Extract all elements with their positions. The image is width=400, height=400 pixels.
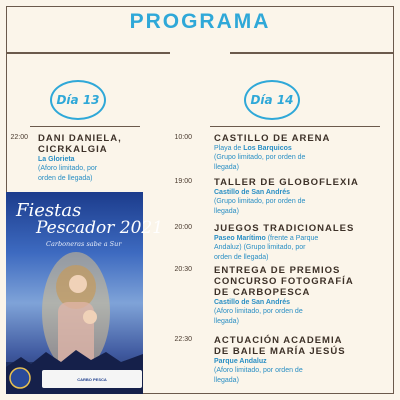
- event-name: DANI DANIELA,: [38, 133, 122, 144]
- event-note: (Aforo limitado, por orden de: [214, 367, 303, 374]
- page-title: PROGRAMA: [129, 10, 271, 33]
- title-rule-left: [6, 52, 170, 54]
- poster-subtitle: Carboneras sabe a Sur: [46, 240, 122, 248]
- event-note: (Grupo limitado, por orden de: [214, 198, 306, 205]
- day-13-rule: [30, 126, 140, 127]
- event-name: JUEGOS TRADICIONALES: [214, 223, 355, 234]
- event-note: llegada): [214, 208, 239, 215]
- event-time: 22:00: [10, 134, 28, 141]
- event-name: DE BAILE MARÍA JESÚS: [214, 346, 346, 357]
- event-name: CASTILLO DE ARENA: [214, 133, 331, 144]
- event-name: CONCURSO FOTOGRAFÍA: [214, 276, 354, 287]
- event-note: (Grupo limitado, por orden de: [214, 154, 306, 161]
- event-taller-globoflexia: [214, 177, 394, 217]
- event-place: Playa de Los Barquicos: [214, 145, 292, 152]
- day-14-rule: [210, 126, 380, 127]
- fiestas-pescador-poster: [6, 192, 164, 394]
- event-note: llegada): [214, 164, 239, 171]
- event-name: CICRKALGIA: [38, 144, 108, 155]
- event-note: (Aforo limitado, por orden de: [214, 308, 303, 315]
- event-entrega-premios: [214, 265, 394, 327]
- event-time: 10:00: [174, 134, 192, 141]
- event-name: DE CARBOPESCA: [214, 287, 311, 298]
- event-name: ACTUACIÓN ACADEMIA: [214, 335, 343, 346]
- poster-title-line1: Fiestas: [16, 200, 82, 221]
- event-note: llegada): [214, 318, 239, 325]
- event-castillo-de-arena: [214, 133, 394, 173]
- event-time: 20:00: [174, 224, 192, 231]
- poster-sponsor-strip: [42, 370, 142, 388]
- event-place: Parque Andaluz: [214, 358, 267, 365]
- title-rule-right: [230, 52, 394, 54]
- event-actuacion-academia: [214, 335, 394, 386]
- day-13-badge: Día 13: [50, 80, 106, 120]
- event-place: Castillo de San Andrés: [214, 189, 290, 196]
- sponsor-logo: CARBO PESCA: [77, 376, 107, 382]
- event-name: TALLER DE GLOBOFLEXIA: [214, 177, 359, 188]
- day-14-badge: Día 14: [244, 80, 300, 120]
- event-time: 22:30: [174, 336, 192, 343]
- event-place: Castillo de San Andrés: [214, 299, 290, 306]
- event-name: ENTREGA DE PREMIOS: [214, 265, 341, 276]
- event-place: Paseo Marítimo (frente a Parque: [214, 235, 319, 242]
- event-day13-dani-daniela: [38, 133, 148, 184]
- event-note: orden de llegada): [38, 175, 93, 182]
- event-note: orden de llegada): [214, 254, 269, 261]
- poster-title-line2: Pescador 2021: [36, 218, 164, 238]
- event-note: Andaluz) (Grupo limitado, por: [214, 244, 306, 251]
- event-note: llegada): [214, 377, 239, 384]
- event-time: 20:30: [174, 266, 192, 273]
- event-juegos-tradicionales: [214, 223, 394, 263]
- event-place: La Glorieta: [38, 156, 75, 163]
- event-note: (Aforo limitado, por: [38, 165, 98, 172]
- event-time: 19:00: [174, 178, 192, 185]
